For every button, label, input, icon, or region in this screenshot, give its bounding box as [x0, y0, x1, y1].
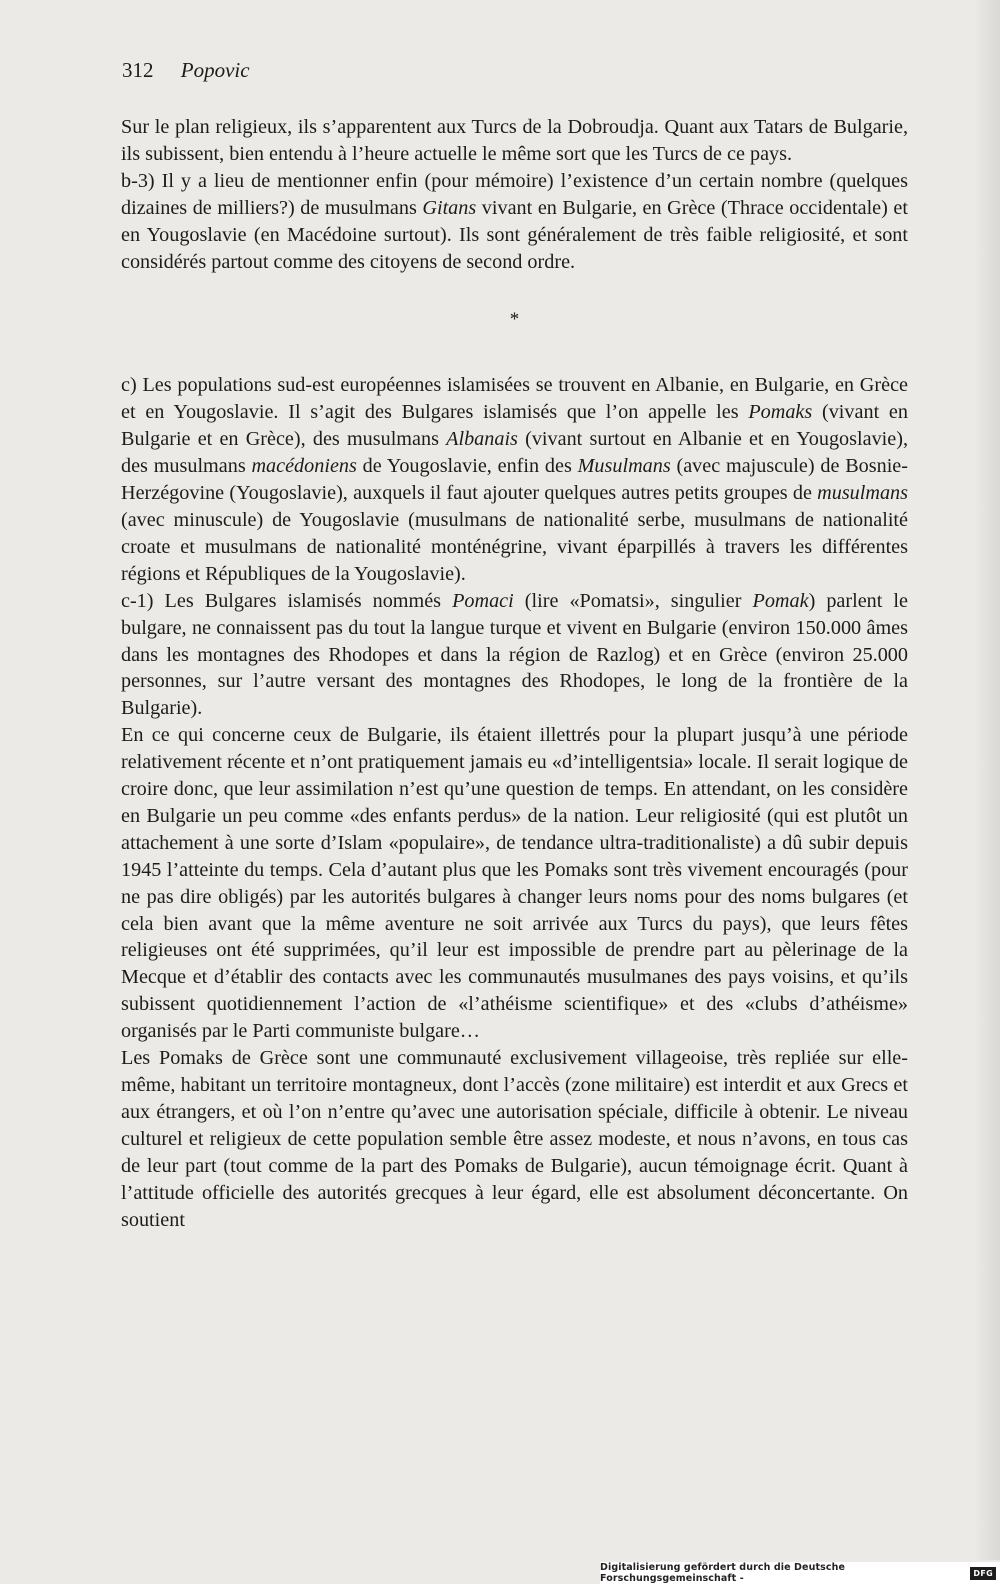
digitization-credit: Digitalisierung gefördert durch die Deutsche Forschungsgemeinschaft - — [600, 1562, 845, 1584]
gutter-shadow — [974, 0, 1000, 1560]
paragraph-3: c) Les populations sud-est européennes islamisées se trouvent en Albanie, en Bulgarie, en Grèce et en Yougoslavie. Il s’agit des Bulgares islamisés que l’on appelle les Pomaks (vivant en Bulgarie et en Grèce), des musulmans Albanais (vivant surtout en Albanie et en Yougoslavie), des musulmans macédoniens de Yougoslavie, enfin des Musulmans (avec majuscule) de Bosnie-Herzégovine (Yougoslavie), auxquels il faut ajouter quelques autres petits groupes de musulmans (avec minuscule) de Yougoslavie (musulmans de nationalité serbe, musulmans de nationalité croate et musulmans de nationalité monténégrine, vivant éparpillés à travers les différentes régions et Républiques de la Yougoslavie). — [121, 374, 909, 585]
running-head — [122, 56, 250, 84]
running-head-author: Popovic — [180, 58, 250, 82]
page-number: 312 — [122, 58, 154, 82]
paragraph-6: Les Pomaks de Grèce sont une communauté exclusivement villageoise, très repliée sur elle-même, habitant un territoire montagneux, dont l’accès (zone militaire) est interdit et aux Grecs et aux étrangers, et où l’on n’entre qu’avec une autorisation spéciale, difficile à obtenir. Le niveau culturel et religieux de cette population semble être assez modeste, et nous n’avons, en tous cas de leur part (tout comme de la part des Pomaks de Bulgarie), aucun témoignage écrit. Quant à l’attitude officielle des autorités grecques à leur égard, elle est absolument déconcertante. On soutient — [121, 1047, 908, 1231]
paragraph-5: En ce qui concerne ceux de Bulgarie, ils étaient illettrés pour la plupart jusqu’à une période relativement récente et n’ont pratiquement jamais eu «d’intelligentsia» locale. Il serait logique de croire donc, que leur assimilation n’est qu’une question de temps. En attendant, on les considère en Bulgarie un peu comme «des enfants perdus» de la nation. Leur religiosité (qui est plutôt un attachement à une sorte d’Islam «populaire», de tendance ultra-traditionaliste) a dû subir depuis 1945 l’atteinte du temps. Cela d’autant plus que les Pomaks sont très vivement encouragés (pour ne pas dire obligés) par les autorités bulgares à changer leurs noms pour des noms bulgares (et cela bien avant que la même aventure ne soit arrivée aux Turcs du pays), que leurs fêtes religieuses ont été supprimées, qu’il leur est impossible de prendre part au pèlerinage de la Mecque et d’établir des contacts avec les communautés musulmanes des pays voisins, et qu’ils subissent quotidiennement l’action de «l’athéisme scientifique» et des «clubs d’athéisme» organisés par le Parti communiste bulgare… — [121, 724, 908, 1043]
paragraph-1: Sur le plan religieux, ils s’apparentent aux Turcs de la Dobroudja. Quant aux Tatars de Bulgarie, ils subissent, bien entendu à l’heure actuelle le même sort que les Turcs de ce pays. — [121, 116, 908, 165]
digitization-footer — [600, 1562, 1000, 1584]
paragraph-2: b-3) Il y a lieu de mentionner enfin (pour mémoire) l’existence d’un certain nombre (quelques dizaines de milliers?) de musulmans Gitans vivant en Bulgarie, en Grèce (Thrace occidentale) et en Yougoslavie (en Macédoine surtout). Ils sont généralement de très faible religiosité, et sont considérés partout comme des citoyens de second ordre. — [121, 169, 908, 273]
dfg-logo: DFG — [970, 1567, 996, 1580]
paragraph-4: c-1) Les Bulgares islamisés nommés Pomaci (lire «Pomatsi», singulier Pomak) parlent le bulgare, ne connaissent pas du tout la langue turque et vivent en Bulgarie (environ 150.000 âmes dans les montagnes des Rhodopes et dans la région de Razlog) et en Grèce (environ 25.000 personnes, sur l’autre versant des montagnes des Rhodopes, le long de la frontière de la Bulgarie). — [121, 589, 908, 720]
section-separator: * — [509, 309, 520, 331]
body-text — [121, 114, 908, 1233]
